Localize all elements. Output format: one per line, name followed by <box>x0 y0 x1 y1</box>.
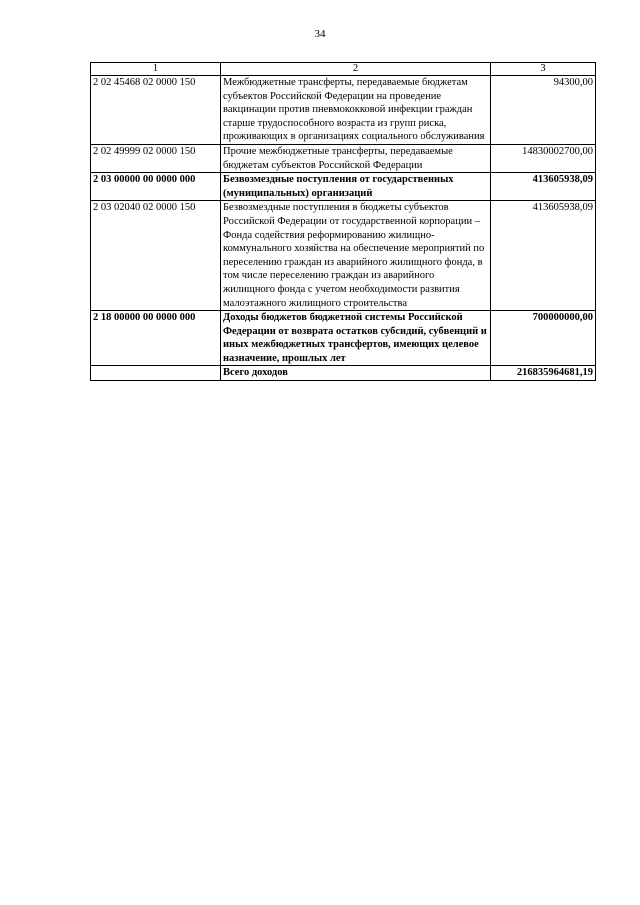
total-label: Всего доходов <box>221 366 491 381</box>
table-row <box>91 173 596 201</box>
table-row <box>91 311 596 366</box>
amount: 700000000,00 <box>491 311 596 366</box>
revenue-name: Безвозмездные поступления в бюджеты субъектов Российской Федерации от государственной корпорации – Фонда содействия реформированию жилищно-коммунального хозяйства на обеспечение мероприятий по переселению граждан из аварийного жилищного фонда, в том числе переселению граждан из аварийного жилищного фонда с учетом необходимости развития малоэтажного жилищного строительства <box>221 201 491 311</box>
revenue-name: Прочие межбюджетные трансферты, передаваемые бюджетам субъектов Российской Федерации <box>221 144 491 172</box>
amount: 94300,00 <box>491 76 596 145</box>
column-header-1: 1 <box>91 63 221 76</box>
column-header-2: 2 <box>221 63 491 76</box>
budget-code: 2 03 00000 00 0000 000 <box>91 173 221 201</box>
revenue-name: Безвозмездные поступления от государственных (муниципальных) организаций <box>221 173 491 201</box>
revenue-name: Доходы бюджетов бюджетной системы Российской Федерации от возврата остатков субсидий, субвенций и иных межбюджетных трансфертов, имеющих целевое назначение, прошлых лет <box>221 311 491 366</box>
budget-code: 2 03 02040 02 0000 150 <box>91 201 221 311</box>
revenue-name: Межбюджетные трансферты, передаваемые бюджетам субъектов Российской Федерации на проведение вакцинации против пневмококковой инфекции граждан старше трудоспособного возраста из групп риска, проживающих в организациях социального обслуживания <box>221 76 491 145</box>
table-header-row <box>91 63 596 76</box>
column-header-3: 3 <box>491 63 596 76</box>
table-row <box>91 201 596 311</box>
budget-code: 2 02 45468 02 0000 150 <box>91 76 221 145</box>
amount: 413605938,09 <box>491 173 596 201</box>
page-number: 34 <box>314 28 326 40</box>
amount: 413605938,09 <box>491 201 596 311</box>
revenue-table <box>90 62 596 381</box>
amount: 14830002700,00 <box>491 144 596 172</box>
table-row <box>91 144 596 172</box>
table-row <box>91 76 596 145</box>
budget-code: 2 18 00000 00 0000 000 <box>91 311 221 366</box>
budget-code <box>91 366 221 381</box>
total-row <box>91 366 596 381</box>
total-amount: 216835964681,19 <box>491 366 596 381</box>
budget-code: 2 02 49999 02 0000 150 <box>91 144 221 172</box>
